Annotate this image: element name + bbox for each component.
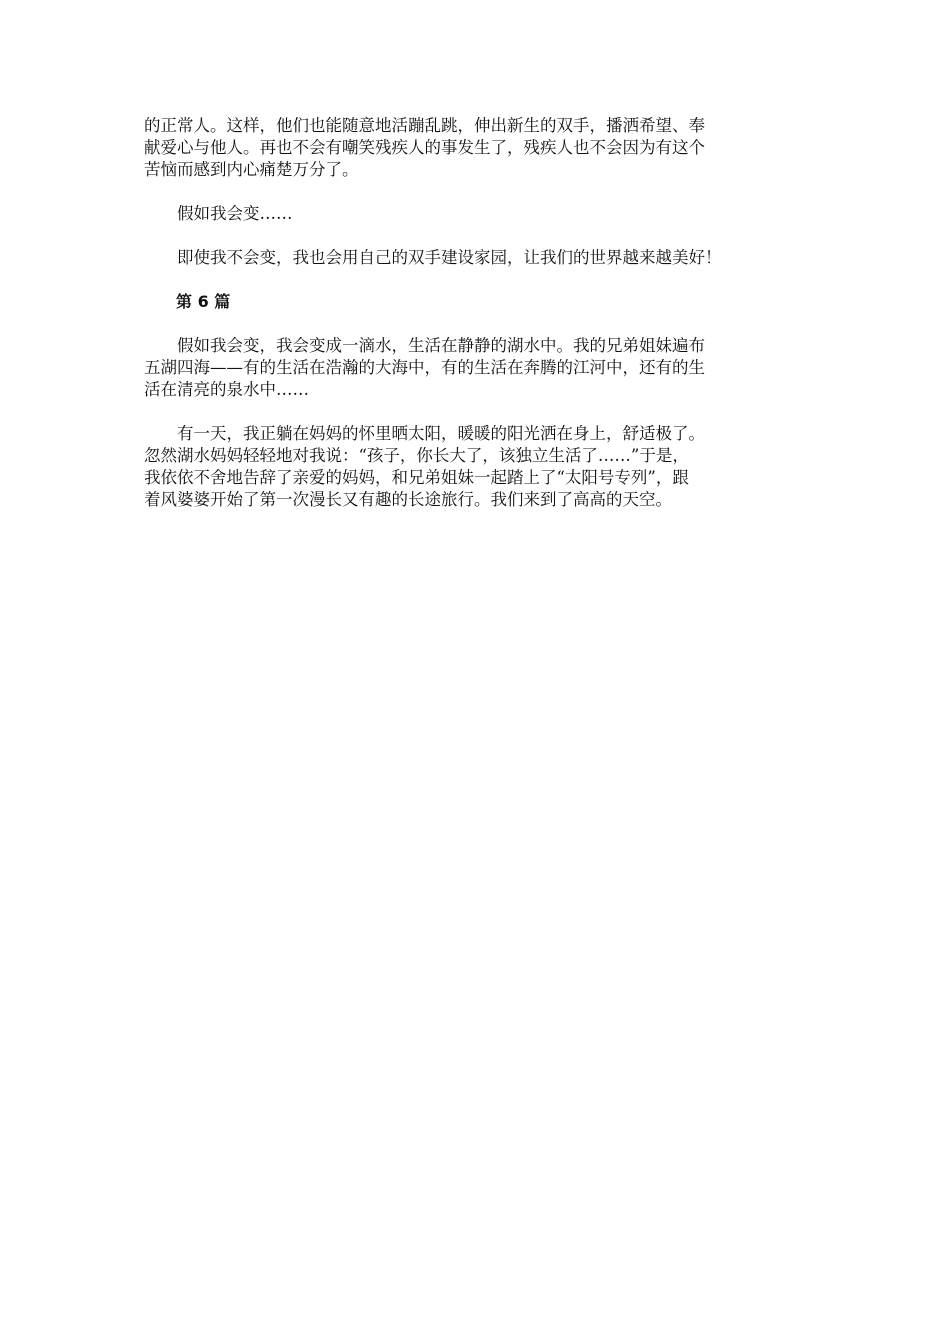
text-line: 即使我不会变，我也会用自己的双手建设家园，让我们的世界越来越美好！ — [177, 248, 722, 267]
document-body — [144, 115, 804, 533]
paragraph-continuation — [144, 115, 804, 181]
paragraph — [144, 423, 804, 511]
paragraph — [144, 247, 804, 269]
text-line: 献爱心与他人。再也不会有嘲笑残疾人的事发生了，残疾人也不会因为有这个 — [144, 138, 705, 157]
text-line: 五湖四海——有的生活在浩瀚的大海中，有的生活在奔腾的江河中，还有的生 — [144, 358, 705, 377]
text-line: 苦恼而感到内心痛楚万分了。 — [144, 160, 359, 179]
text-line: 我依依不舍地告辞了亲爱的妈妈，和兄弟姐妹一起踏上了“太阳号专列”，跟 — [144, 468, 689, 487]
text-line: 忽然湖水妈妈轻轻地对我说：“孩子，你长大了，该独立生活了……”于是， — [144, 446, 689, 465]
paragraph — [144, 335, 804, 401]
text-line: 有一天，我正躺在妈妈的怀里晒太阳，暖暖的阳光洒在身上，舒适极了。 — [177, 424, 705, 443]
paragraph — [144, 203, 804, 225]
text-line: 着风婆婆开始了第一次漫长又有趣的长途旅行。我们来到了高高的天空。 — [144, 490, 672, 509]
text-line: 假如我会变…… — [177, 204, 293, 223]
text-line: 的正常人。这样，他们也能随意地活蹦乱跳，伸出新生的双手，播洒希望、奉 — [144, 116, 705, 135]
section-heading: 第 6 篇 — [176, 292, 231, 311]
text-line: 活在清亮的泉水中…… — [144, 380, 309, 399]
text-line: 假如我会变，我会变成一滴水，生活在静静的湖水中。我的兄弟姐妹遍布 — [177, 336, 705, 355]
